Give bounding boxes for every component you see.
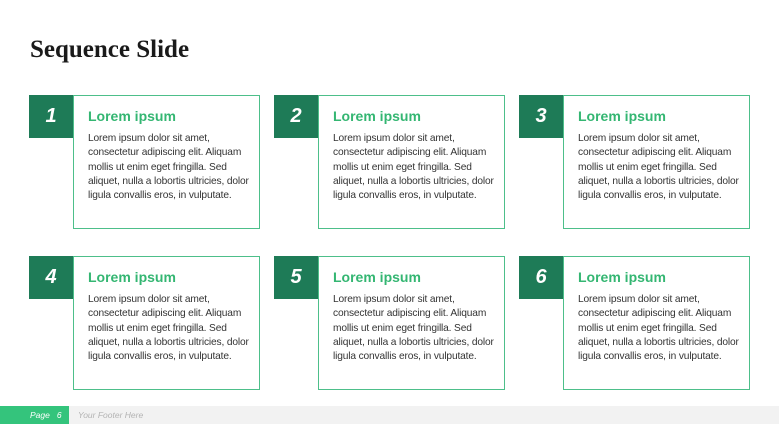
sequence-card-5 (318, 256, 505, 390)
card-body: Lorem ipsum dolor sit amet, consectetur adipiscing elit. Aliquam mollis ut enim eget fringilla. Sed aliquet, nulla a lobortis ultricies, dolor ligula convallis eros, in vulputate. (88, 133, 249, 202)
step-number-badge-4: 4 (29, 256, 73, 299)
step-number-badge-3: 3 (519, 95, 563, 138)
slide-title: Sequence Slide (30, 36, 190, 63)
card-title: Lorem ipsum (333, 108, 421, 124)
step-number-badge-5: 5 (274, 256, 318, 299)
card-body: Lorem ipsum dolor sit amet, consectetur adipiscing elit. Aliquam mollis ut enim eget fringilla. Sed aliquet, nulla a lobortis ultricies, dolor ligula convallis eros, in vulputate. (333, 133, 494, 202)
card-body: Lorem ipsum dolor sit amet, consectetur adipiscing elit. Aliquam mollis ut enim eget fringilla. Sed aliquet, nulla a lobortis ultricies, dolor ligula convallis eros, in vulputate. (578, 294, 739, 363)
card-title: Lorem ipsum (578, 269, 666, 285)
footer-page-number: 6 (56, 410, 62, 420)
card-body: Lorem ipsum dolor sit amet, consectetur adipiscing elit. Aliquam mollis ut enim eget fringilla. Sed aliquet, nulla a lobortis ultricies, dolor ligula convallis eros, in vulputate. (333, 294, 494, 363)
sequence-card-4 (73, 256, 260, 390)
card-title: Lorem ipsum (578, 108, 666, 124)
step-number-badge-2: 2 (274, 95, 318, 138)
step-number-badge-1: 1 (29, 95, 73, 138)
card-title: Lorem ipsum (88, 269, 176, 285)
card-body: Lorem ipsum dolor sit amet, consectetur adipiscing elit. Aliquam mollis ut enim eget fringilla. Sed aliquet, nulla a lobortis ultricies, dolor ligula convallis eros, in vulputate. (578, 133, 739, 202)
footer-page-tab (0, 406, 69, 424)
sequence-card-2 (318, 95, 505, 229)
sequence-card-6 (563, 256, 750, 390)
footer-text: Your Footer Here (78, 410, 144, 420)
step-number-badge-6: 6 (519, 256, 563, 299)
card-title: Lorem ipsum (88, 108, 176, 124)
card-body: Lorem ipsum dolor sit amet, consectetur adipiscing elit. Aliquam mollis ut enim eget fringilla. Sed aliquet, nulla a lobortis ultricies, dolor ligula convallis eros, in vulputate. (88, 294, 249, 363)
card-title: Lorem ipsum (333, 269, 421, 285)
footer-page-label: Page (30, 410, 50, 420)
sequence-card-3 (563, 95, 750, 229)
footer-bar (0, 406, 779, 424)
sequence-card-1 (73, 95, 260, 229)
